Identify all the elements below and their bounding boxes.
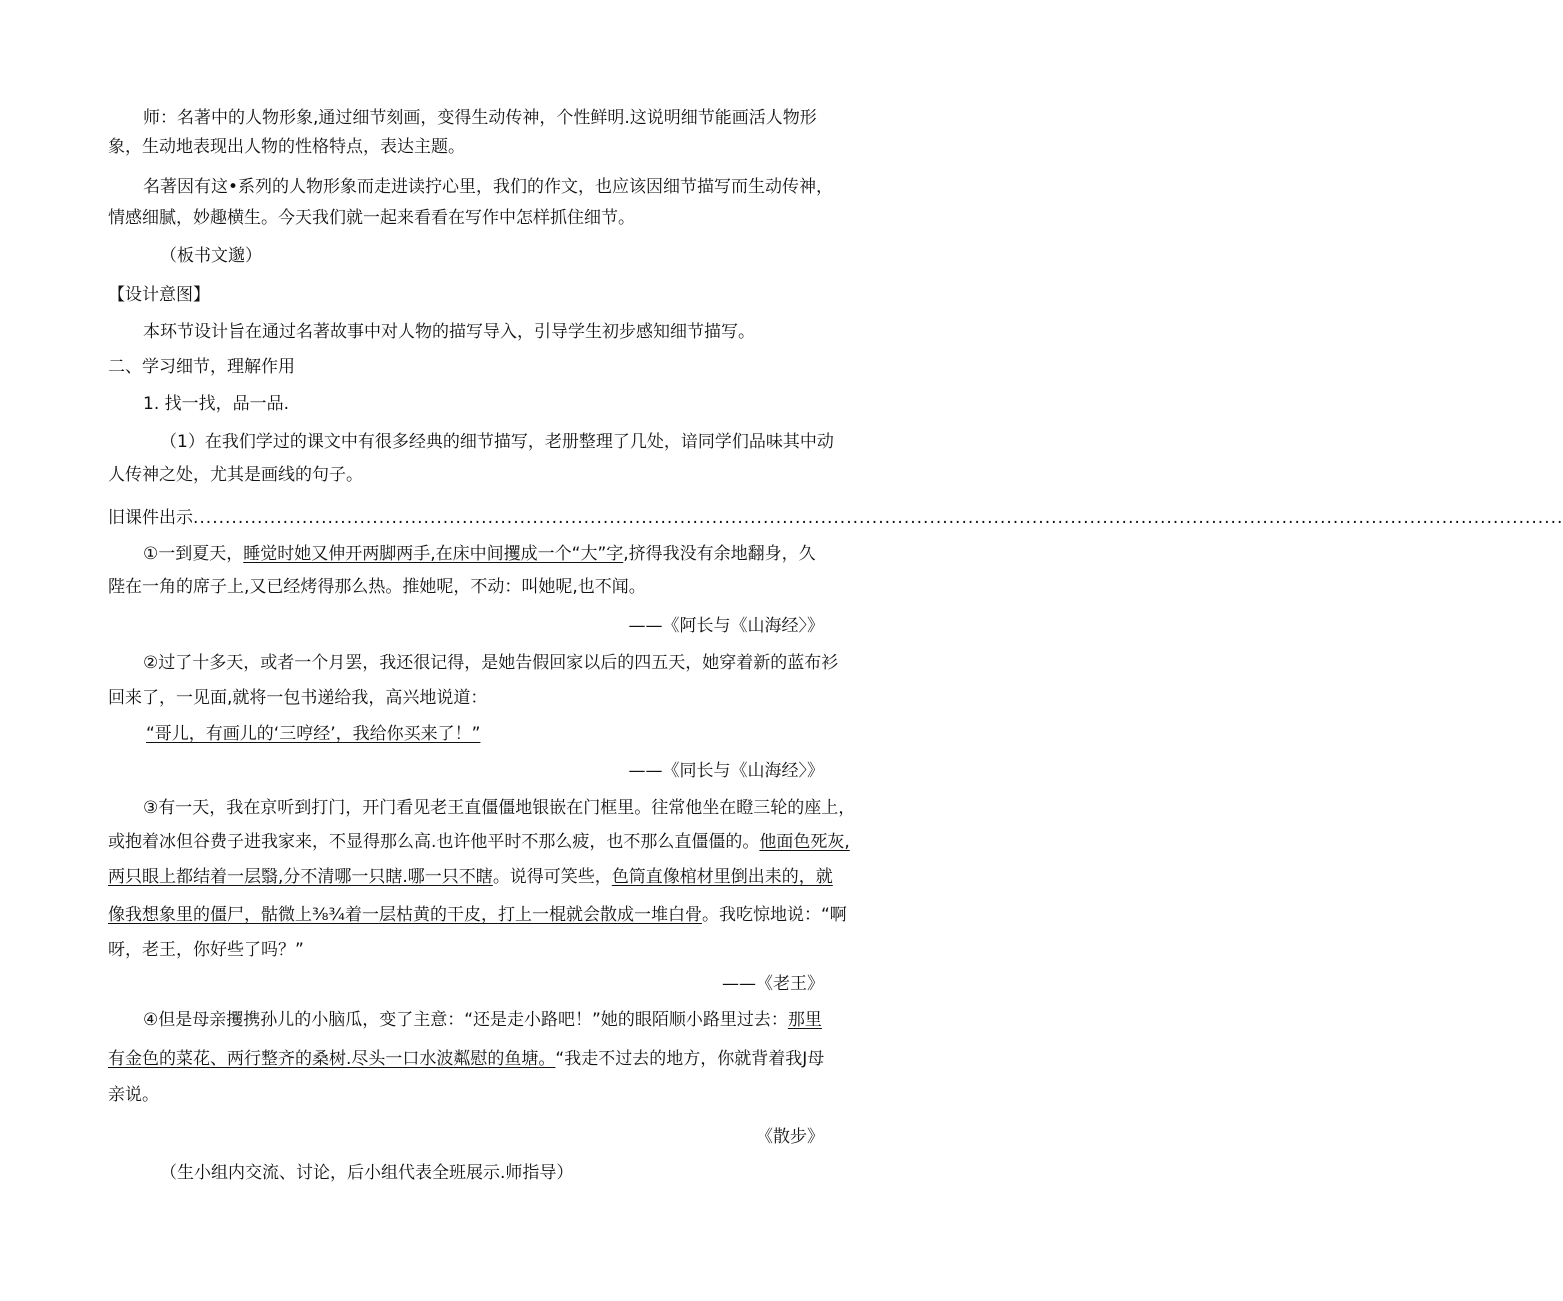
quote-3-source: ——《老王》 (722, 974, 824, 994)
quote-1-line2: 陛在一角的席子上,又已经烤得那么热。推她呢，不动：叫她呢,也不闻。 (108, 577, 646, 597)
quote-1-source: ——《阿长与《山海经〉》 (628, 616, 824, 636)
paragraph-masterpiece-line1: 名著因有这•系列的人物形象而走进读拧心里，我们的作文，也应该因细节描写而生动传神， (143, 177, 834, 197)
quote-4-underlined-b: 有金色的菜花、两行整齐的桑树.尽头一口水波粼慰的鱼塘。 (108, 1049, 556, 1069)
design-intent-heading: 【设计意图】 (108, 285, 210, 305)
quote-4-text-b: “我走不过去的地方，你就背着我J母 (555, 1049, 825, 1069)
quote-3-line5: 呀，老王，你好些了吗？” (108, 940, 304, 960)
paragraph-teacher-intro-line1: 师：名著中的人物形象,通过细节刻画，变得生动传神，个性鲜明.这说明细节能画活人物形 (143, 108, 817, 128)
task-item-1-sub-line1: （1）在我们学过的课文中有很多经典的细节描写，老册整理了几处，谙同学们品味其中动 (160, 432, 834, 452)
quote-3-text-b: 。说得可笑些， (492, 867, 612, 887)
quote-1-underlined: 睡觉时她又伸开两脚两手,在床中间攫成一个“大”字 (243, 544, 624, 564)
quote-2-source: ——《同长与《山海经〉》 (628, 761, 824, 781)
dotted-leader: ...................................................................................................................................................................................................................... (193, 508, 1563, 528)
section-heading: 二、学习细节，理解作用 (108, 357, 295, 377)
quote-4-line3: 亲说。 (108, 1085, 159, 1105)
courseware-label: 旧课件出示 (108, 508, 193, 528)
quote-3-text-d: 。我吃惊地说：“啊 (701, 905, 847, 925)
quote-3-underlined-c: 色筒直像棺材里倒出耒的，就 (611, 867, 833, 887)
quote-2-underlined: “哥儿，有画儿的‘三哼经’，我给你买来了！” (146, 724, 481, 744)
quote-1-text: ①一到夏天， (143, 544, 244, 564)
paragraph-teacher-intro-line2: 象，生动地表现出人物的性格特点，表达主题。 (108, 137, 465, 157)
task-item-1: 1. 找一找，品一品. (143, 394, 290, 414)
quote-3-line4 (108, 903, 847, 927)
quote-4-source: 《散步》 (756, 1127, 824, 1147)
quote-3-underlined-b: 两只眼上都结着一层翳,分不清哪一只瞎.哪一只不瞎 (108, 867, 493, 887)
board-note: （板书文邈） (160, 246, 262, 266)
quote-3-underlined-d: 像我想象里的僵尸，骷微上⅜¾着一层枯黄的干皮，打上一棍就会散成一堆白骨 (108, 905, 702, 925)
quote-3-underlined-a: 他面色死灰, (759, 832, 850, 852)
quote-3-line1: ③有一天，我在京听到打门，开门看见老王直僵僵地银嵌在门框里。往常他坐在瞪三轮的座上， (143, 798, 856, 818)
quote-4-underlined-a: 那里 (787, 1010, 822, 1030)
quote-3-text: 或抱着冰但谷费子进我家来，不显得那么高.也许他平时不那么疲，也不那么直僵僵的。 (108, 832, 760, 852)
quote-1-line1 (143, 542, 873, 566)
quote-4-line1 (143, 1008, 873, 1032)
quote-2-line1: ②过了十多天，或者一个月罢，我还很记得，是她告假回家以后的四五天，她穿着新的蓝布衫 (143, 653, 839, 673)
quote-2-line2: 回来了，一见面,就将一包书递给我，高兴地说道： (108, 688, 488, 708)
quote-3-line3 (108, 865, 838, 889)
quote-2-line3 (146, 722, 876, 746)
quote-4-line2 (108, 1047, 838, 1071)
design-intent-text: 本环节设计旨在通过名著故事中对人物的描写导入，引导学生初步感知细节描写。 (143, 322, 755, 342)
task-item-1-sub-line2: 人传神之处，尤其是画线的句子。 (108, 465, 363, 485)
paragraph-masterpiece-line2: 情感细腻，妙趣横生。今天我们就一起来看看在写作中怎样抓住细节。 (108, 208, 635, 228)
quote-3-line2 (108, 830, 850, 854)
quote-4-text: ④但是母亲攫携孙儿的小脑瓜，变了主意：“还是走小路吧！”她的眼陌顺小路里过去： (143, 1010, 788, 1030)
quote-1-text-end: ,挤得我没有余地翻身，久 (623, 544, 816, 564)
closing-note: （生小组内交流、讨论，后小组代表全班展示.师指导） (160, 1163, 574, 1183)
courseware-label-line (108, 506, 1563, 530)
